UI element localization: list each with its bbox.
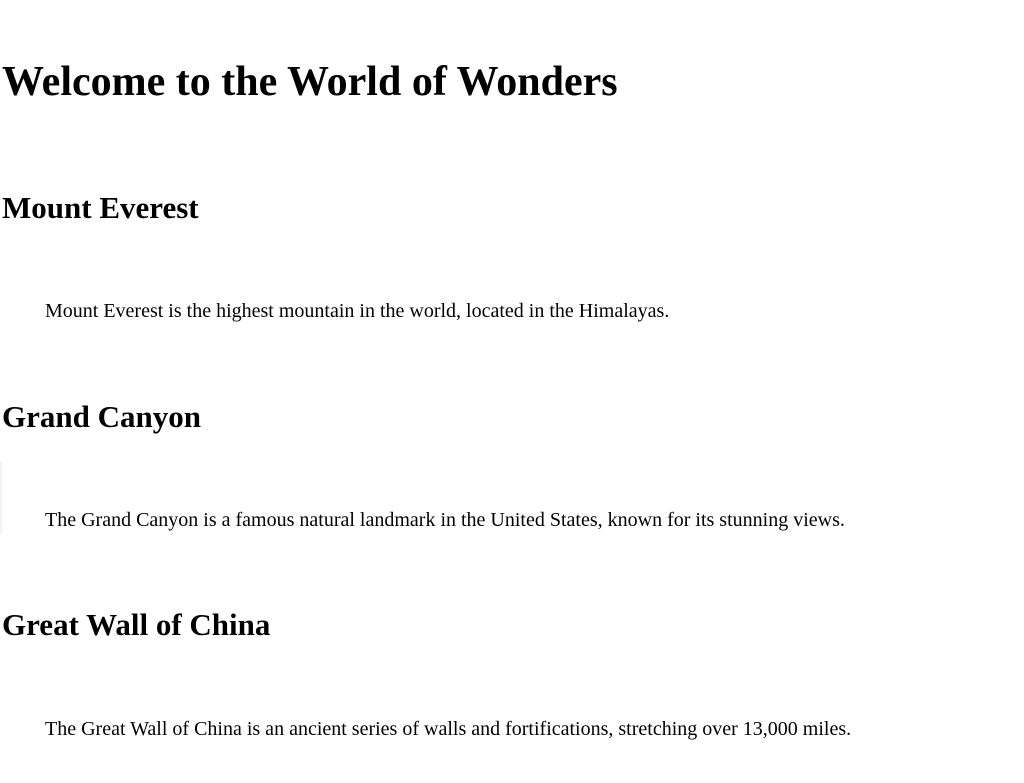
section-description-grand-canyon: The Grand Canyon is a famous natural landmark in the United States, known for its stunning views. xyxy=(45,509,845,531)
section-description-mount-everest: Mount Everest is the highest mountain in the world, located in the Himalayas. xyxy=(45,300,670,322)
page-title: Welcome to the World of Wonders xyxy=(2,59,618,105)
section-description-great-wall-of-china: The Great Wall of China is an ancient series of walls and fortifications, stretching over 13,000 miles. xyxy=(45,718,852,740)
section-title-grand-canyon: Grand Canyon xyxy=(2,399,201,434)
left-edge-decoration xyxy=(0,462,3,534)
section-title-great-wall-of-china: Great Wall of China xyxy=(2,607,271,642)
section-title-mount-everest: Mount Everest xyxy=(2,190,199,225)
